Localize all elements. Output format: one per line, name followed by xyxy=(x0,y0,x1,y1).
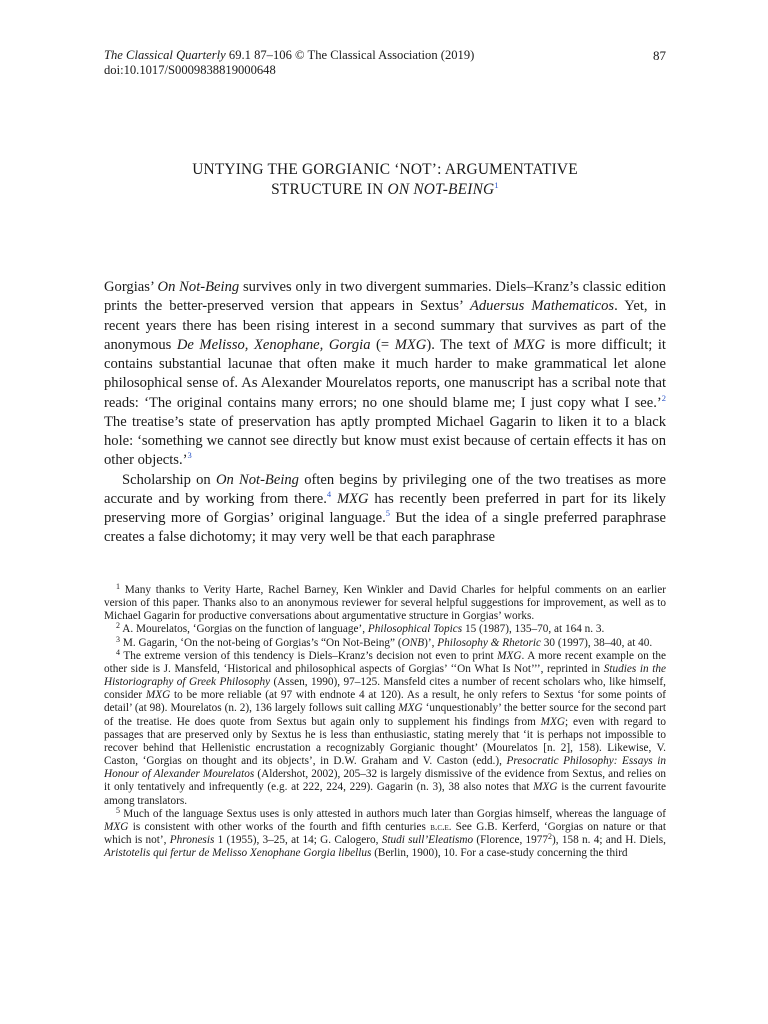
footnote-text: is the current favourite among translators. xyxy=(104,781,666,807)
title-line-2 xyxy=(104,180,666,200)
work-title: Studi sull’Eleatismo xyxy=(381,833,474,846)
footnote-text: ), 158 n. 4; and H. Diels, xyxy=(552,833,666,846)
text: But the idea of a single preferred paraphrase creates a false dichotomy; it may very well be that each paraphrase xyxy=(104,510,666,546)
text: survives only in two divergent summaries. Diels–Kranz’s classic edition prints the better-preserved version that appears in Sextus’ xyxy=(104,279,666,315)
work-title: MXG xyxy=(398,702,423,715)
citation-line xyxy=(104,48,666,63)
work-title: MXG xyxy=(533,781,558,794)
journal-name: The Classical Quarterly xyxy=(104,48,226,62)
work-title: MXG xyxy=(540,715,566,728)
work-title: MXG xyxy=(497,649,522,662)
text: (= xyxy=(370,336,395,353)
work-title: Phronesis xyxy=(169,833,215,846)
footnote-text: (Berlin, 1900), 10. For a case-study concerning the third xyxy=(371,847,628,860)
footnote-text: ; even with regard to passages that are preserved only by Sextus he is less than enthusiastic, stating merely that ‘it is perhaps not impossible to recover behind that Hellenistic encrustation a recognizably Gorgianic thought’ (Mourelatos [n. 2], 158). Likewise, V. Caston, ‘Gorgias on thought and its objects’, in D.W. Graham and V. Caston (edd.), xyxy=(104,715,666,768)
paragraph-1 xyxy=(104,278,666,471)
work-title: Studies in the Historiography of Greek Philosophy xyxy=(104,662,666,689)
work-title: Presocratic Philosophy: Essays in Honour of Alexander Mourelatos xyxy=(104,755,667,781)
footnote-text: . A more recent example on the other side is J. Mansfeld, ‘Historical and philosophical aspects of Gorgias’ ‘‘On What Is Not’’’, reprinted in xyxy=(104,649,667,675)
work-title: MXG xyxy=(104,820,129,833)
page-number: 87 xyxy=(653,48,666,63)
journal-volume: 69.1 87–106 © The Classical Association (2019) xyxy=(225,48,475,62)
footnote-text: The extreme version of this tendency is Diels–Kranz’s decision not even to print xyxy=(120,649,498,662)
work-title: ONB xyxy=(401,636,425,649)
article-body xyxy=(104,278,666,548)
text: . Yet, in recent years there has been rising interest in a second summary that survives as part of the anonymous xyxy=(104,298,667,353)
footnote-ref-1[interactable]: 1 xyxy=(494,180,499,190)
work-title: MXG xyxy=(145,689,171,702)
footnote-text: A. Mourelatos, ‘Gorgias on the function of language’, xyxy=(120,623,368,636)
footnote-text: Much of the language Sextus uses is only attested in authors much later than Gorgias himself, whereas the language of xyxy=(120,807,666,820)
work-title: On Not-Being xyxy=(157,279,240,295)
footnote-text: (Florence, 1977 xyxy=(473,833,549,846)
footnote-text: M. Gagarin, ‘On the not-being of Gorgias’s “On Not-Being” ( xyxy=(120,636,402,649)
footnote-ref-2[interactable]: 2 xyxy=(661,392,666,403)
footnote-1 xyxy=(104,584,666,623)
text: The treatise’s state of preservation has aptly prompted Michael Gagarin to liken it to a black hole: ‘something we cannot see directly but know must exist because of certain effects it has on other objects.’ xyxy=(104,413,666,469)
footnote-text: 30 (1997), 38–40, at 40. xyxy=(540,636,653,649)
footnote-text: 15 (1987), 135–70, at 164 n. 3. xyxy=(462,623,605,636)
title-line-1: UNTYING THE GORGIANIC ‘NOT’: ARGUMENTATIVE xyxy=(192,161,578,178)
footnote-text: to be more reliable (at 97 with endnote 4 at 120). As a result, he only refers to Sextus ‘for some points of detail’ (at 98). Mourelatos (n. 2), 136 largely follows suit calling xyxy=(104,689,666,715)
footnote-text: See G.B. Kerferd, ‘Gorgias on nature or that which is not’, xyxy=(104,820,666,846)
article-title xyxy=(104,160,666,200)
work-title: MXG xyxy=(513,336,546,353)
work-title: Aristotelis qui fertur de Melisso Xenophane Gorgia libellus xyxy=(104,847,372,860)
footnote-text: 1 (1955), 3–25, at 14; G. Calogero, xyxy=(214,833,382,846)
footnote-number: 4 xyxy=(116,647,120,657)
text: often begins by privileging one of the two treatises as more accurate and by working from there. xyxy=(104,471,666,507)
footnote-5 xyxy=(104,805,666,861)
title-line-2-text: STRUCTURE IN xyxy=(271,181,388,198)
work-title: Philosophical Topics xyxy=(367,623,463,636)
footnote-number: 5 xyxy=(116,805,120,815)
footnote-4 xyxy=(104,647,667,808)
footnote-text: ‘unquestionably’ the better source for the second part of the treatise. He does quote from Sextus but again only to supplement his findings from xyxy=(104,702,666,728)
running-head xyxy=(104,48,666,78)
footnote-2 xyxy=(104,623,666,636)
work-title: Philosophy & Rhetoric xyxy=(437,636,541,649)
footnote-text: is consistent with other works of the fourth and fifth centuries xyxy=(128,820,431,833)
footnote-text: )’, xyxy=(424,636,438,649)
footnote-3 xyxy=(104,634,666,650)
text: ). The text of xyxy=(426,336,514,353)
footnote-ref-4[interactable]: 4 xyxy=(326,488,332,499)
text: is more difficult; it contains substantial lacunae that often make it much harder to make grammatical let alone philosophical sense of. As Alexander Mourelatos reports, one manuscript has a scribal note that reads: ‘The original contains many errors; no one should blame me; I just copy what I see.’ xyxy=(104,336,666,411)
title-italic: ON NOT-BEING xyxy=(387,181,495,198)
text: Scholarship on xyxy=(122,471,216,488)
work-title: MXG xyxy=(336,490,369,507)
work-title: On Not-Being xyxy=(215,471,299,488)
paragraph-2 xyxy=(104,471,666,548)
text: has recently been preferred in part for its likely preserving more of Gorgias’ original language. xyxy=(104,490,666,526)
text: Gorgias’ xyxy=(104,279,158,295)
doi[interactable]: doi:10.1017/S0009838819000648 xyxy=(104,63,276,77)
edition-superscript: 2 xyxy=(548,831,553,841)
footnote-text: Many thanks to Verity Harte, Rachel Barney, Ken Winkler and David Charles for helpful comments on an earlier version of this paper. Thanks also to an anonymous reviewer for several helpful suggestions for improvement, as well as to Michael Gagarin for productive conversations about argumentative structure in Gorgias’ works. xyxy=(104,584,666,623)
work-title: Aduersus Mathematicos xyxy=(469,298,615,315)
footnote-number: 3 xyxy=(116,634,120,644)
era-abbreviation: b.c.e. xyxy=(430,821,452,833)
work-title: MXG xyxy=(394,336,427,353)
footnote-ref-3[interactable]: 3 xyxy=(187,450,192,461)
footnote-text: (Aldershot, 2002), 205–32 is largely dismissive of the evidence from Sextus, and relies on it only tentatively and infrequently (e.g. at 222, 224, 229). Gagarin (n. 3), 38 also notes that xyxy=(104,768,666,794)
footnote-number: 2 xyxy=(116,621,120,631)
work-title: De Melisso, Xenophane, Gorgia xyxy=(176,336,371,353)
footnote-text: (Assen, 1990), 97–125. Mansfeld cites a number of recent scholars who, like himself, consider xyxy=(104,676,666,702)
footnote-ref-5[interactable]: 5 xyxy=(385,508,391,518)
footnote-number: 1 xyxy=(116,582,120,591)
footnotes xyxy=(104,584,666,860)
